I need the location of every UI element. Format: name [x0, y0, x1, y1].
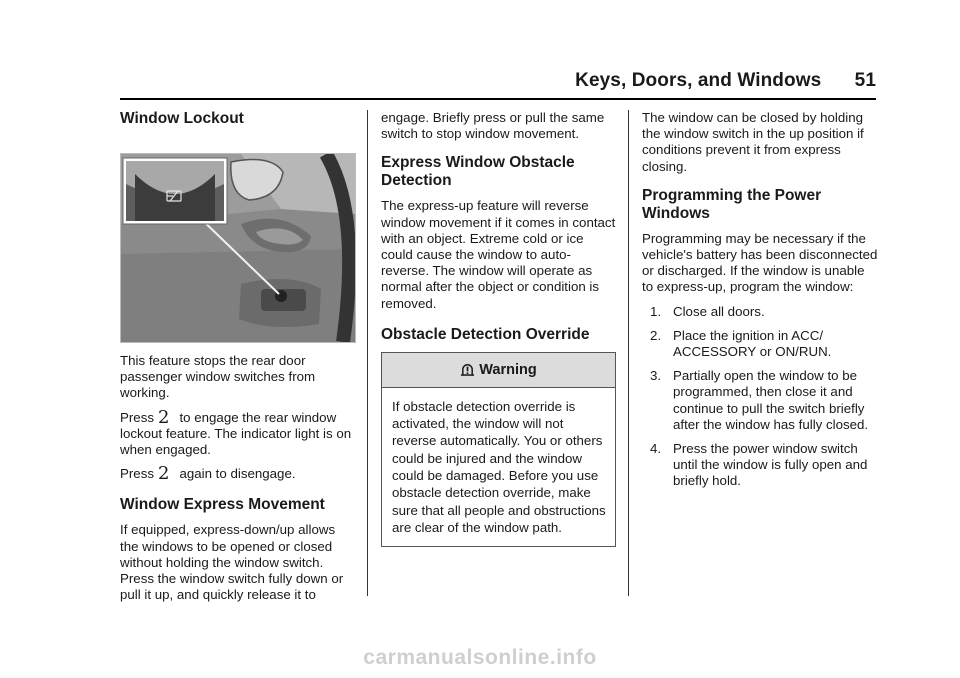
- column-divider-2: [628, 110, 629, 596]
- paragraph-lockout-intro: This feature stops the rear door passenger window switches from working.: [120, 353, 316, 401]
- paragraph-close-window: The window can be closed by holding the window switch in the up position if conditions prevent it from express closing.: [642, 110, 864, 174]
- page-header: [120, 68, 876, 100]
- paragraph-lockout-disengage: [120, 463, 356, 485]
- header-title: [575, 70, 876, 92]
- paragraph-lockout-engage: [120, 406, 356, 459]
- lockout-button-icon: 2: [158, 406, 170, 428]
- warning-body: [382, 388, 615, 546]
- warning-title: Warning: [479, 361, 537, 378]
- text-engage: to engage the rear window lockout feature. The indicator light is on when engaged.: [120, 409, 352, 458]
- step-text: Partially open the window to be programmed, then close it and continue to pull the switch briefly after the window has fully closed.: [673, 368, 869, 432]
- warning-icon: [460, 353, 475, 387]
- section-title: Keys, Doors, and Windows: [575, 70, 822, 91]
- column-3: [642, 110, 878, 498]
- warning-text: If obstacle detection override is activated, the window will not reverse automatically. You or others could be injured and the window could be damaged. Before you use obstacle detection override, make sure that all people and obstructions are clear of the window path.: [392, 398, 606, 535]
- step-number: 3.: [650, 368, 662, 384]
- step-text: Place the ignition in ACC/ ACCESSORY or ON/RUN.: [673, 327, 832, 360]
- watermark: carmanualsonline.info: [363, 646, 597, 669]
- heading-window-lockout: Window Lockout: [120, 110, 244, 127]
- step-number: 1.: [650, 303, 662, 319]
- paragraph-express-continued: engage. Briefly press or pull the same switch to stop window movement.: [381, 110, 605, 142]
- page-number: 51: [854, 70, 876, 91]
- step-item: [642, 441, 878, 490]
- text-press: Press: [120, 409, 154, 425]
- step-item: [642, 304, 878, 320]
- heading-obstacle-override: Obstacle Detection Override: [381, 325, 590, 343]
- step-number: 4.: [650, 441, 662, 457]
- paragraph-programming: Programming may be necessary if the vehicle's battery has been disconnected or discharged. If the window is unable to express-up, program the window:: [642, 230, 878, 295]
- column-2: [381, 110, 616, 547]
- text-press-again: Press: [120, 466, 154, 482]
- programming-steps: [642, 304, 878, 490]
- warning-title-bar: [382, 353, 615, 388]
- column-1: [120, 110, 356, 611]
- text-disengage: again to disengage.: [179, 466, 296, 482]
- step-number: 2.: [650, 327, 662, 343]
- paragraph-express-movement: If equipped, express-down/up allows the windows to be opened or closed without holding the window switch. Press the window switch fully down or pull it up, and quickly release it to: [120, 522, 344, 603]
- heading-express-movement: Window Express Movement: [120, 496, 325, 514]
- lockout-button-icon-2: 2: [158, 463, 170, 485]
- window-lockout-illustration: [120, 153, 356, 343]
- step-text: Close all doors.: [673, 303, 765, 319]
- step-item: [642, 328, 878, 360]
- paragraph-obstacle-detection: The express-up feature will reverse window movement if it comes in contact with an object. Extreme cold or ice could cause the window to auto-reverse. The window will operate as normal after the object or condition is removed.: [381, 198, 616, 311]
- warning-box: [381, 352, 616, 547]
- column-divider-1: [367, 110, 368, 596]
- step-text: Press the power window switch until the window is fully open and briefly hold.: [673, 441, 868, 489]
- heading-programming: Programming the Power Windows: [642, 186, 822, 222]
- heading-obstacle-detection: Express Window Obstacle Detection: [381, 154, 575, 190]
- step-item: [642, 368, 878, 433]
